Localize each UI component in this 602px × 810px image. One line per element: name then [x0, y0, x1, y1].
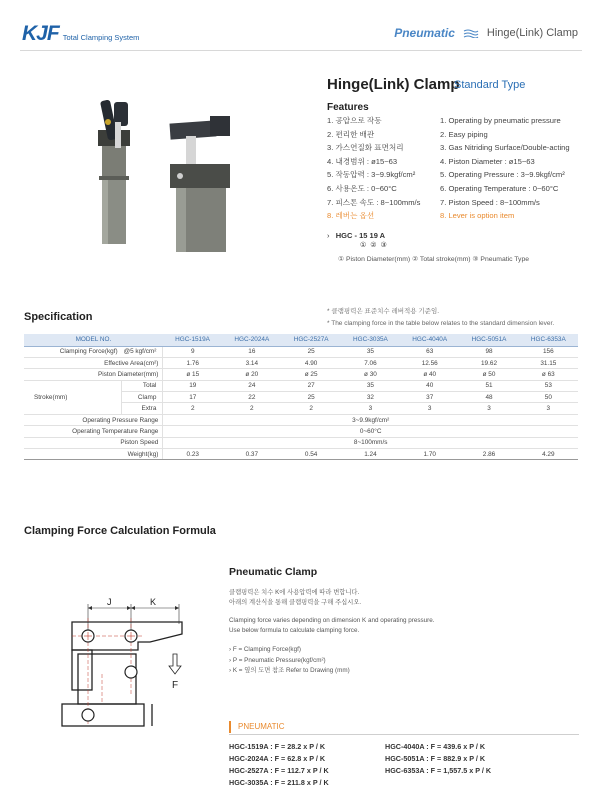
- table-cell: 3.14: [222, 357, 281, 368]
- row-label: Effective Area(cm²): [24, 357, 163, 368]
- row-sub-label: Extra: [122, 403, 163, 414]
- desc-line: Use below formula to calculate clamping force.: [229, 627, 360, 634]
- row-label: Operating Temperature Range: [24, 426, 163, 437]
- table-cell: 3~9.9kgf/cm²: [163, 414, 578, 425]
- table-cell: 4.90: [281, 357, 340, 368]
- table-cell: ø 20: [222, 369, 281, 380]
- clamp-diagram: [42, 594, 212, 734]
- table-cell: 50: [519, 392, 578, 403]
- header-category: [394, 26, 578, 40]
- table-cell: 63: [400, 346, 459, 357]
- table-cell: 32: [341, 392, 400, 403]
- table-cell: 12.56: [400, 357, 459, 368]
- link-outline: [72, 650, 92, 690]
- feature-en-item: 1. Operating by pneumatic pressure: [440, 116, 561, 125]
- feature-ko-item: 4. 내경범위 : ø15~63: [327, 156, 398, 166]
- row-sub-label: Clamp: [122, 392, 163, 403]
- desc-line: Clamping force varies depending on dimension K and operating pressure.: [229, 617, 435, 624]
- table-cell: 37: [400, 392, 459, 403]
- table-cell: 0~60°C: [163, 426, 578, 437]
- table-cell: 35: [341, 380, 400, 391]
- table-row: [24, 437, 578, 448]
- table-row: [24, 346, 578, 357]
- table-cell: 2: [222, 403, 281, 414]
- table-cell: 19: [163, 380, 222, 391]
- row-unit: @5 kgf/cm²: [122, 346, 163, 357]
- product-subtitle: Standard Type: [454, 79, 526, 91]
- logo-mark: KJF: [22, 22, 59, 45]
- table-cell: 156: [519, 346, 578, 357]
- table-cell: ø 30: [341, 369, 400, 380]
- header-divider: [20, 50, 582, 51]
- model-code-example: HGC - 15 19 A: [335, 231, 386, 240]
- feature-en-item: 8. Lever is option item: [440, 211, 515, 221]
- spec-header-cell: HGC-4040A: [400, 334, 459, 346]
- desc-line: 클램핑력은 치수 K에 사용압력에 따라 변합니다.: [229, 589, 360, 596]
- header-title: Hinge(Link) Clamp: [486, 27, 578, 39]
- row-label: Operating Pressure Range: [24, 414, 163, 425]
- table-cell: 98: [459, 346, 518, 357]
- table-cell: 22: [222, 392, 281, 403]
- variable-item: › P = Pneumatic Pressure(kgf/cm²): [229, 656, 350, 667]
- spec-note-en: * The clamping force in the table below relates to the standard dimension lever.: [327, 320, 555, 327]
- table-row: [24, 426, 578, 437]
- row-sub-label: Total: [122, 380, 163, 391]
- table-cell: ø 15: [163, 369, 222, 380]
- arrow-down-icon: [169, 654, 181, 674]
- spec-title: Specification: [24, 311, 93, 323]
- spec-header-cell: MODEL NO.: [24, 334, 163, 346]
- features-en-list: [440, 114, 570, 223]
- table-cell: 4.29: [519, 449, 578, 460]
- table-cell: ø 50: [459, 369, 518, 380]
- table-cell: 40: [400, 380, 459, 391]
- spec-header-cell: HGC-6353A: [519, 334, 578, 346]
- equation-item: HGC-5051A : F = 882.9 x P / K: [385, 754, 486, 763]
- clamp-large-image: [169, 116, 230, 252]
- table-cell: ø 40: [400, 369, 459, 380]
- pneumatic-clamp-title: Pneumatic Clamp: [229, 566, 318, 578]
- table-cell: ø 25: [281, 369, 340, 380]
- table-cell: 2.86: [459, 449, 518, 460]
- feature-ko-item: 1. 공압으로 작동: [327, 116, 382, 125]
- table-cell: 25: [281, 392, 340, 403]
- table-row: [24, 369, 578, 380]
- feature-ko-item: 8. 레버는 옵션: [327, 211, 375, 221]
- dim-j-label: J: [107, 597, 112, 607]
- clamp-small-image: [98, 99, 130, 244]
- equation-item: HGC-3035A : F = 211.8 x P / K: [229, 778, 329, 787]
- table-cell: 51: [459, 380, 518, 391]
- table-cell: 16: [222, 346, 281, 357]
- table-cell: 0.23: [163, 449, 222, 460]
- company-logo: [22, 22, 139, 46]
- feature-en-item: 4. Piston Diameter : ø15~63: [440, 156, 535, 166]
- equation-item: HGC-4040A : F = 439.6 x P / K: [385, 742, 486, 751]
- feature-ko-item: 6. 사용온도 : 0~60°C: [327, 183, 397, 193]
- pivot-pin: [125, 666, 137, 678]
- spec-header-cell: HGC-1519A: [163, 334, 222, 346]
- table-cell: 3: [519, 403, 578, 414]
- table-row: [24, 380, 578, 391]
- table-cell: 0.54: [281, 449, 340, 460]
- feature-en-item: 3. Gas Nitriding Surface/Double-acting: [440, 143, 570, 153]
- pneumatic-section-bar: [229, 719, 579, 735]
- table-cell: 24: [222, 380, 281, 391]
- table-cell: 3: [341, 403, 400, 414]
- product-photo: [90, 92, 270, 262]
- table-cell: 1.24: [341, 449, 400, 460]
- dim-k-label: K: [150, 597, 157, 607]
- category-label: Pneumatic: [394, 26, 455, 40]
- force-label: F: [172, 680, 179, 691]
- table-row: [24, 357, 578, 368]
- model-code-nums: ① ② ③: [360, 242, 388, 249]
- variable-item: › F = Clamping Force(kgf): [229, 645, 350, 656]
- feature-ko-item: 3. 가스연질화 표면처리: [327, 143, 404, 153]
- base-outline: [62, 704, 144, 726]
- equation-item: HGC-6353A : F = 1,557.5 x P / K: [385, 766, 492, 775]
- table-cell: 31.15: [519, 357, 578, 368]
- features-ko-list: [327, 114, 420, 223]
- table-cell: 8~100mm/s: [163, 437, 578, 448]
- section-marker: [229, 721, 231, 733]
- table-cell: 35: [341, 346, 400, 357]
- desc-line: 아래의 계산식을 통해 클램핑력을 구해 주십시오.: [229, 599, 362, 606]
- equations-right: [385, 741, 491, 777]
- spec-note: [327, 306, 554, 330]
- table-cell: 48: [459, 392, 518, 403]
- spec-header-cell: HGC-3035A: [341, 334, 400, 346]
- table-cell: 27: [281, 380, 340, 391]
- table-row: [24, 414, 578, 425]
- formula-desc-en: [229, 616, 434, 636]
- features-heading: Features: [327, 102, 369, 113]
- table-cell: 3: [400, 403, 459, 414]
- table-cell: ø 63: [519, 369, 578, 380]
- equation-item: HGC-2527A : F = 112.7 x P / K: [229, 766, 329, 775]
- feature-ko-item: 5. 작동압력 : 3~9.9kgf/cm²: [327, 170, 416, 180]
- feature-ko-item: 7. 피스톤 속도 : 8~100mm/s: [327, 197, 421, 207]
- product-title: Hinge(Link) Clamp: [327, 76, 460, 93]
- equation-item: HGC-2024A : F = 62.8 x P / K: [229, 754, 326, 763]
- formula-variables: [229, 645, 350, 677]
- table-cell: 2: [281, 403, 340, 414]
- spec-header-row: [24, 334, 578, 346]
- table-cell: 17: [163, 392, 222, 403]
- table-cell: 9: [163, 346, 222, 357]
- chevron-right-icon: ›: [327, 231, 334, 240]
- row-label: Piston Speed: [24, 437, 163, 448]
- row-label: Clamping Force(kgf): [24, 346, 122, 357]
- table-cell: 53: [519, 380, 578, 391]
- pivot-pin: [82, 709, 94, 721]
- spec-header-cell: HGC-5051A: [459, 334, 518, 346]
- air-flow-icon: [463, 28, 479, 38]
- feature-en-item: 5. Operating Pressure : 3~9.9kgf/cm²: [440, 170, 565, 180]
- table-cell: 3: [459, 403, 518, 414]
- feature-en-item: 2. Easy piping: [440, 129, 488, 139]
- table-cell: 2: [163, 403, 222, 414]
- pneumatic-section-label: PNEUMATIC: [238, 722, 285, 731]
- body-outline: [78, 654, 136, 704]
- spec-note-ko: * 클램핑력은 표준치수 레버적용 기준임.: [327, 308, 440, 315]
- logo-tagline: Total Clamping System: [62, 32, 140, 42]
- variable-item: › K = 옆의 도면 참조 Refer to Drawing (mm): [229, 666, 350, 677]
- table-row: [24, 449, 578, 460]
- row-label: Piston Diameter(mm): [24, 369, 163, 380]
- model-code: [327, 231, 385, 240]
- spec-header-cell: HGC-2527A: [281, 334, 340, 346]
- table-cell: 1.70: [400, 449, 459, 460]
- row-group-label: Stroke(mm): [24, 380, 122, 414]
- table-cell: 1.76: [163, 357, 222, 368]
- spec-header-cell: HGC-2024A: [222, 334, 281, 346]
- feature-ko-item: 2. 편리한 배관: [327, 129, 375, 139]
- equation-item: HGC-1519A : F = 28.2 x P / K: [229, 742, 326, 751]
- row-label: Weight(kg): [24, 449, 163, 460]
- formula-desc-ko: [229, 588, 361, 608]
- table-cell: 7.06: [341, 357, 400, 368]
- table-cell: 0.37: [222, 449, 281, 460]
- table-cell: 25: [281, 346, 340, 357]
- equations-left: [229, 741, 329, 789]
- feature-en-item: 6. Operating Temperature : 0~60°C: [440, 183, 559, 193]
- feature-en-item: 7. Piston Speed : 8~100mm/s: [440, 197, 540, 207]
- table-cell: 19.62: [459, 357, 518, 368]
- spec-table: [24, 334, 578, 460]
- model-code-legend: ① Piston Diameter(mm) ② Total stroke(mm) ③ Pneumatic Type: [338, 256, 530, 263]
- formula-title: Clamping Force Calculation Formula: [24, 525, 216, 537]
